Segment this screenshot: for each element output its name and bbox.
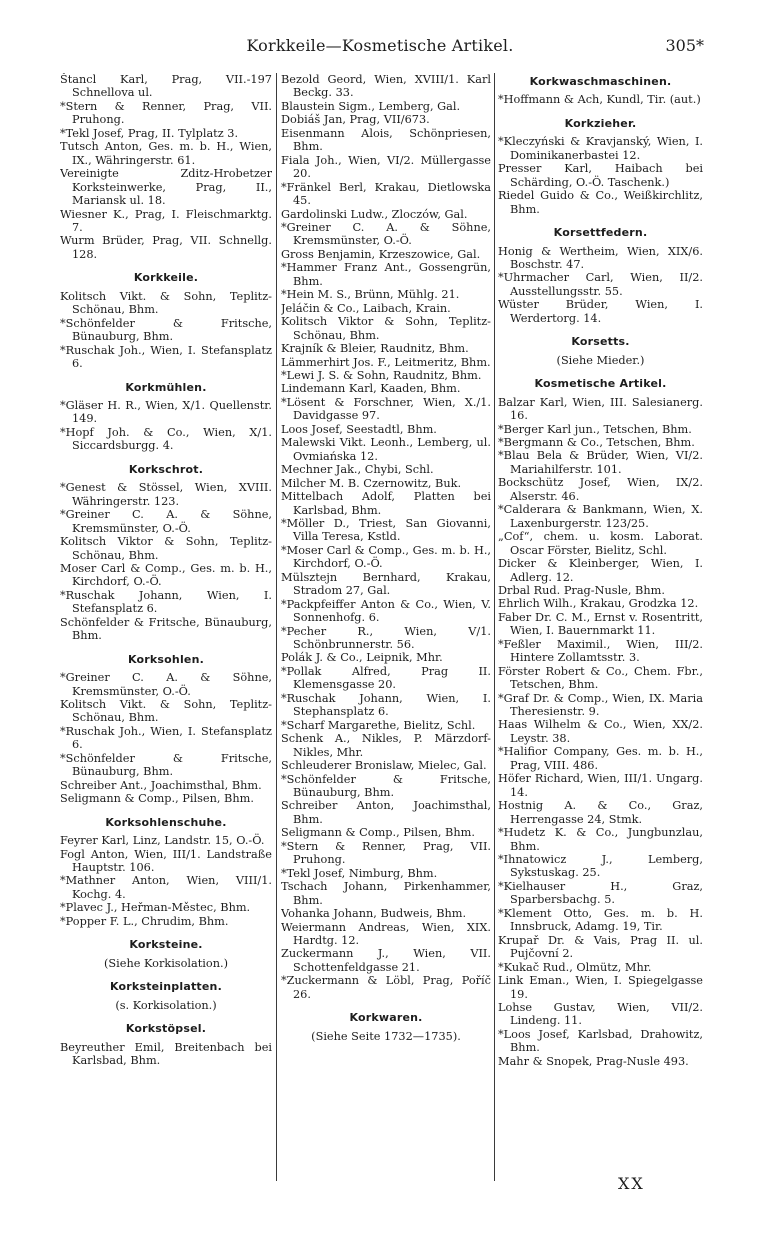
directory-entry: Honig & Wertheim, Wien, XIX/6. Boschstr. 47.	[498, 244, 703, 271]
directory-entry: *Ruschak Johann, Wien, I. Stefansplatz 6.	[60, 588, 272, 616]
directory-entry: Schenk A., Nikles, P. Märzdorf-Nikles, Mhr.	[281, 732, 491, 759]
section-heading: Korsetts.	[571, 335, 630, 349]
directory-entry: Vohanka Johann, Budweis, Bhm.	[281, 907, 467, 921]
directory-entry: Seligmann & Comp., Pilsen, Bhm.	[60, 792, 254, 806]
directory-entry: *Berger Karl jun., Tetschen, Bhm.	[498, 422, 692, 436]
directory-entry: *Kleczyński & Kravjanský, Wien, I. Dominikanerbastei 12.	[498, 135, 703, 162]
directory-entry: *Gläser H. R., Wien, X/1. Quellenstr. 149.	[60, 398, 272, 426]
section-heading: Korsettfedern.	[553, 226, 648, 240]
directory-entry: Gross Benjamin, Krzeszowice, Gal.	[281, 247, 481, 261]
directory-entry: *Calderara & Bankmann, Wien, X. Laxenburgerstr. 123/25.	[498, 503, 703, 530]
directory-column-2	[281, 73, 491, 1183]
directory-entry: *Ruschak Joh., Wien, I. Stefansplatz 6.	[60, 724, 272, 752]
directory-entry: Hostnig A. & Co., Graz, Herrengasse 24, Stmk.	[498, 799, 703, 826]
cross-reference-note: (s. Korkisolation.)	[115, 998, 217, 1012]
directory-entry: Kolitsch Vikt. & Sohn, Teplitz-Schönau, Bhm.	[60, 289, 272, 317]
directory-entry: *Uhrmacher Carl, Wien, II/2. Ausstellungsstr. 55.	[498, 271, 703, 298]
directory-entry: *Greiner C. A. & Söhne, Kremsmünster, O.-Ö.	[60, 671, 272, 698]
directory-entry: *Bergmann & Co., Tetschen, Bhm.	[498, 435, 695, 449]
directory-entry: Faber Dr. C. M., Ernst v. Rosentritt, Wien, I. Bauernmarkt 11.	[498, 610, 703, 638]
cross-reference-note: (Siehe Mieder.)	[556, 353, 645, 367]
directory-entry: Mülsztejn Bernhard, Krakau, Stradom 27, Gal.	[281, 570, 491, 598]
directory-entry: Lämmerhirt Jos. F., Leitmeritz, Bhm.	[281, 355, 491, 369]
section-heading: Korksteinplatten.	[110, 980, 222, 994]
page-header	[60, 36, 704, 60]
directory-entry: *Möller D., Triest, San Giovanni, Villa Teresa, Kstld.	[281, 516, 491, 544]
directory-entry: Fiala Joh., Wien, VI/2. Müllergasse 20.	[281, 153, 491, 181]
directory-entry: *Greiner C. A. & Söhne, Kremsmünster, O.-Ö.	[281, 220, 491, 248]
column-divider	[276, 73, 277, 1181]
section-heading: Korkwaren.	[349, 1011, 423, 1025]
directory-entry: Dobiáš Jan, Prag, VII/673.	[281, 113, 430, 127]
directory-entry: „Cof“, chem. u. kosm. Laborat. Oscar Förster, Bielitz, Schl.	[498, 530, 703, 557]
directory-entry: Wüster Brüder, Wien, I. Werdertorg. 14.	[498, 298, 703, 325]
directory-entry: Schreiber Ant., Joachimsthal, Bhm.	[60, 778, 262, 792]
directory-entry: *Graf Dr. & Comp., Wien, IX. Maria Theresienstr. 9.	[498, 691, 703, 719]
directory-entry: Milcher M. B. Czernowitz, Buk.	[281, 476, 462, 490]
directory-entry: *Plavec J., Heřman-Městec, Bhm.	[60, 901, 251, 915]
directory-entry: Zuckermann J., Wien, VII. Schottenfeldgasse 21.	[281, 947, 491, 974]
directory-entry: *Kielhauser H., Graz, Sparbersbachg. 5.	[498, 879, 703, 907]
directory-entry: *Kukač Rud., Olmütz, Mhr.	[498, 960, 652, 974]
directory-entry: Blaustein Sigm., Lemberg, Gal.	[281, 99, 461, 113]
directory-entry: *Ruschak Joh., Wien, I. Stefansplatz 6.	[60, 343, 272, 371]
directory-entry: *Feßler Maximil., Wien, III/2. Hintere Zollamtsstr. 3.	[498, 637, 703, 665]
sheet-signature: XX	[618, 1174, 645, 1193]
section-heading: Kosmetische Artikel.	[534, 377, 667, 391]
directory-entry: Balzar Karl, Wien, III. Salesianerg. 16.	[498, 395, 703, 423]
directory-entry: *Lewi J. S. & Sohn, Raudnitz, Bhm.	[281, 368, 482, 382]
directory-entry: *Packpfeiffer Anton & Co., Wien, V. Sonnenhofg. 6.	[281, 597, 491, 625]
directory-column-3	[498, 73, 703, 1183]
page-title: Korkkeile—Kosmetische Artikel.	[246, 36, 514, 55]
directory-entry: Ehrlich Wilh., Krakau, Grodzka 12.	[498, 597, 699, 611]
directory-entry: Krupař Dr. & Vais, Prag II. ul. Pujčovní 2.	[498, 933, 703, 961]
section-heading: Korkstöpsel.	[125, 1022, 207, 1036]
directory-entry: Tutsch Anton, Ges. m. b. H., Wien, IX., Währingerstr. 61.	[60, 140, 272, 167]
directory-entry: Štancl Karl, Prag, VII.-197 Schnellova ul.	[60, 73, 272, 100]
directory-entry: Malewski Vikt. Leonh., Lemberg, ul. Ovmiańska 12.	[281, 436, 491, 463]
directory-entry: Förster Robert & Co., Chem. Fbr., Tetschen, Bhm.	[498, 664, 703, 692]
directory-entry: Moser Carl & Comp., Ges. m. b. H., Kirchdorf, O.-Ö.	[60, 561, 272, 589]
cross-reference-note: (Siehe Korkisolation.)	[104, 956, 228, 970]
section-heading: Korkmühlen.	[125, 380, 207, 394]
directory-entry: Tschach Johann, Pirkenhammer, Bhm.	[281, 880, 491, 907]
section-heading: Korkkeile.	[133, 271, 199, 285]
directory-entry: *Moser Carl & Comp., Ges. m. b. H., Kirchdorf, O.-Ö.	[281, 543, 491, 571]
directory-entry: *Lösent & Forschner, Wien, X./1. Davidgasse 97.	[281, 395, 491, 423]
directory-entry: Wurm Brüder, Prag, VII. Schnellg. 128.	[60, 234, 272, 261]
directory-entry: Drbal Rud. Prag-Nusle, Bhm.	[498, 583, 665, 597]
directory-entry: Kolitsch Viktor & Sohn, Teplitz-Schönau, Bhm.	[281, 315, 491, 342]
directory-entry: Jeláčin & Co., Laibach, Krain.	[281, 301, 451, 315]
directory-entry: Beyreuther Emil, Breitenbach bei Karlsbad, Bhm.	[60, 1040, 272, 1067]
directory-entry: Mahr & Snopek, Prag-Nusle 493.	[498, 1054, 689, 1068]
directory-entry: *Popper F. L., Chrudim, Bhm.	[60, 914, 229, 928]
directory-entry: *Hein M. S., Brünn, Mühlg. 21.	[281, 288, 460, 302]
directory-entry: Vereinigte Zditz-Hrobetzer Korksteinwerke, Prag, II., Mariansk ul. 18.	[60, 167, 272, 208]
directory-entry: *Klement Otto, Ges. m. b. H. Innsbruck, Adamg. 19, Tir.	[498, 906, 703, 934]
section-heading: Korkzieher.	[564, 116, 637, 130]
directory-entry: Krajník & Bleier, Raudnitz, Bhm.	[281, 342, 469, 356]
directory-entry: Lindemann Karl, Kaaden, Bhm.	[281, 382, 461, 396]
directory-entry: *Schönfelder & Fritsche, Bünauburg, Bhm.	[60, 316, 272, 344]
directory-entry: Mittelbach Adolf, Platten bei Karlsbad, Bhm.	[281, 490, 491, 517]
directory-entry: Schreiber Anton, Joachimsthal, Bhm.	[281, 799, 491, 826]
directory-entry: Seligmann & Comp., Pilsen, Bhm.	[281, 826, 475, 840]
directory-entry: Wiesner K., Prag, I. Fleischmarktg. 7.	[60, 207, 272, 234]
directory-entry: *Hudetz K. & Co., Jungbunzlau, Bhm.	[498, 826, 703, 853]
directory-entry: Loos Josef, Seestadtl, Bhm.	[281, 422, 437, 436]
directory-entry: Schleuderer Bronislaw, Mielec, Gal.	[281, 759, 487, 773]
directory-entry: Bockschütz Josef, Wien, IX/2. Alserstr. 46.	[498, 476, 703, 503]
section-heading: Korkschrot.	[128, 462, 204, 476]
directory-entry: Gardolinski Ludw., Zloczów, Gal.	[281, 207, 468, 221]
directory-entry: *Greiner C. A. & Söhne, Kremsmünster, O.-Ö.	[60, 508, 272, 535]
directory-entry: *Hoffmann & Ach, Kundl, Tir. (aut.)	[498, 93, 701, 107]
page-number: 305*	[665, 36, 704, 55]
directory-entry: Eisenmann Alois, Schönpriesen, Bhm.	[281, 126, 491, 154]
section-heading: Korksohlen.	[127, 652, 204, 666]
section-heading: Korkwaschmaschinen.	[529, 75, 672, 88]
directory-entry: *Tekl Josef, Nimburg, Bhm.	[281, 866, 438, 880]
directory-entry: *Blau Bela & Brüder, Wien, VI/2. Mariahilferstr. 101.	[498, 449, 703, 476]
directory-entry: *Ruschak Johann, Wien, I. Stephansplatz 6.	[281, 691, 491, 719]
directory-entry: *Schönfelder & Fritsche, Bünauburg, Bhm.	[281, 772, 491, 800]
directory-entry: *Loos Josef, Karlsbad, Drahowitz, Bhm.	[498, 1027, 703, 1055]
directory-entry: Kolitsch Viktor & Sohn, Teplitz-Schönau, Bhm.	[60, 535, 272, 562]
directory-column-1	[60, 73, 272, 1183]
directory-entry: *Mathner Anton, Wien, VIII/1. Kochg. 4.	[60, 874, 272, 901]
directory-entry: Polák J. & Co., Leipnik, Mhr.	[281, 651, 443, 665]
directory-entry: *Fränkel Berl, Krakau, Dietlowska 45.	[281, 180, 491, 208]
directory-entry: Fogl Anton, Wien, III/1. Landstraße Hauptstr. 106.	[60, 847, 272, 875]
cross-reference-note: (Siehe Seite 1732—1735).	[311, 1029, 461, 1043]
directory-entry: *Schönfelder & Fritsche, Bünauburg, Bhm.	[60, 751, 272, 779]
directory-entry: Feyrer Karl, Linz, Landstr. 15, O.-Ö.	[60, 834, 265, 848]
directory-entry: Haas Wilhelm & Co., Wien, XX/2. Leystr. 38.	[498, 718, 703, 745]
directory-entry: *Stern & Renner, Prag, VII. Pruhong.	[60, 99, 272, 127]
directory-entry: *Pecher R., Wien, V/1. Schönbrunnerstr. 56.	[281, 624, 491, 652]
directory-entry: Riedel Guido & Co., Weißkirchlitz, Bhm.	[498, 189, 703, 216]
directory-entry: Presser Karl, Haibach bei Schärding, O.-Ö. Taschenk.)	[498, 162, 703, 189]
directory-entry: Dicker & Kleinberger, Wien, I. Adlerg. 12.	[498, 557, 703, 584]
section-heading: Korksteine.	[129, 938, 203, 952]
directory-entry: Bezold Geord, Wien, XVIII/1. Karl Beckg. 33.	[281, 73, 491, 100]
directory-entry: *Zuckermann & Löbl, Prag, Poříč 26.	[281, 974, 491, 1001]
directory-entry: Schönfelder & Fritsche, Bünauburg, Bhm.	[60, 615, 272, 643]
directory-entry: *Ihnatowicz J., Lemberg, Sykstuskag. 25.	[498, 853, 703, 880]
directory-entry: Höfer Richard, Wien, III/1. Ungarg. 14.	[498, 772, 703, 799]
directory-entry: *Genest & Stössel, Wien, XVIII. Währingerstr. 123.	[60, 481, 272, 508]
directory-entry: *Tekl Josef, Prag, II. Tylplatz 3.	[60, 126, 239, 140]
directory-entry: Lohse Gustav, Wien, VII/2. Lindeng. 11.	[498, 1001, 703, 1028]
directory-entry: *Hopf Joh. & Co., Wien, X/1. Siccardsburgg. 4.	[60, 425, 272, 453]
directory-entry: Link Eman., Wien, I. Spiegelgasse 19.	[498, 974, 703, 1001]
directory-entry: Mechner Jak., Chybi, Schl.	[281, 463, 434, 477]
directory-entry: *Stern & Renner, Prag, VII. Pruhong.	[281, 839, 491, 867]
column-divider	[494, 73, 495, 1181]
directory-entry: Weiermann Andreas, Wien, XIX. Hardtg. 12.	[281, 920, 491, 947]
directory-entry: *Hammer Franz Ant., Gossengrün, Bhm.	[281, 261, 491, 288]
directory-entry: *Pollak Alfred, Prag II. Klemensgasse 20.	[281, 664, 491, 692]
section-heading: Korksohlenschuhe.	[105, 815, 227, 829]
directory-entry: *Scharf Margarethe, Bielitz, Schl.	[281, 718, 476, 732]
directory-entry: *Halifior Company, Ges. m. b. H., Prag, VIII. 486.	[498, 745, 703, 772]
directory-entry: Kolitsch Vikt. & Sohn, Teplitz-Schönau, Bhm.	[60, 698, 272, 725]
